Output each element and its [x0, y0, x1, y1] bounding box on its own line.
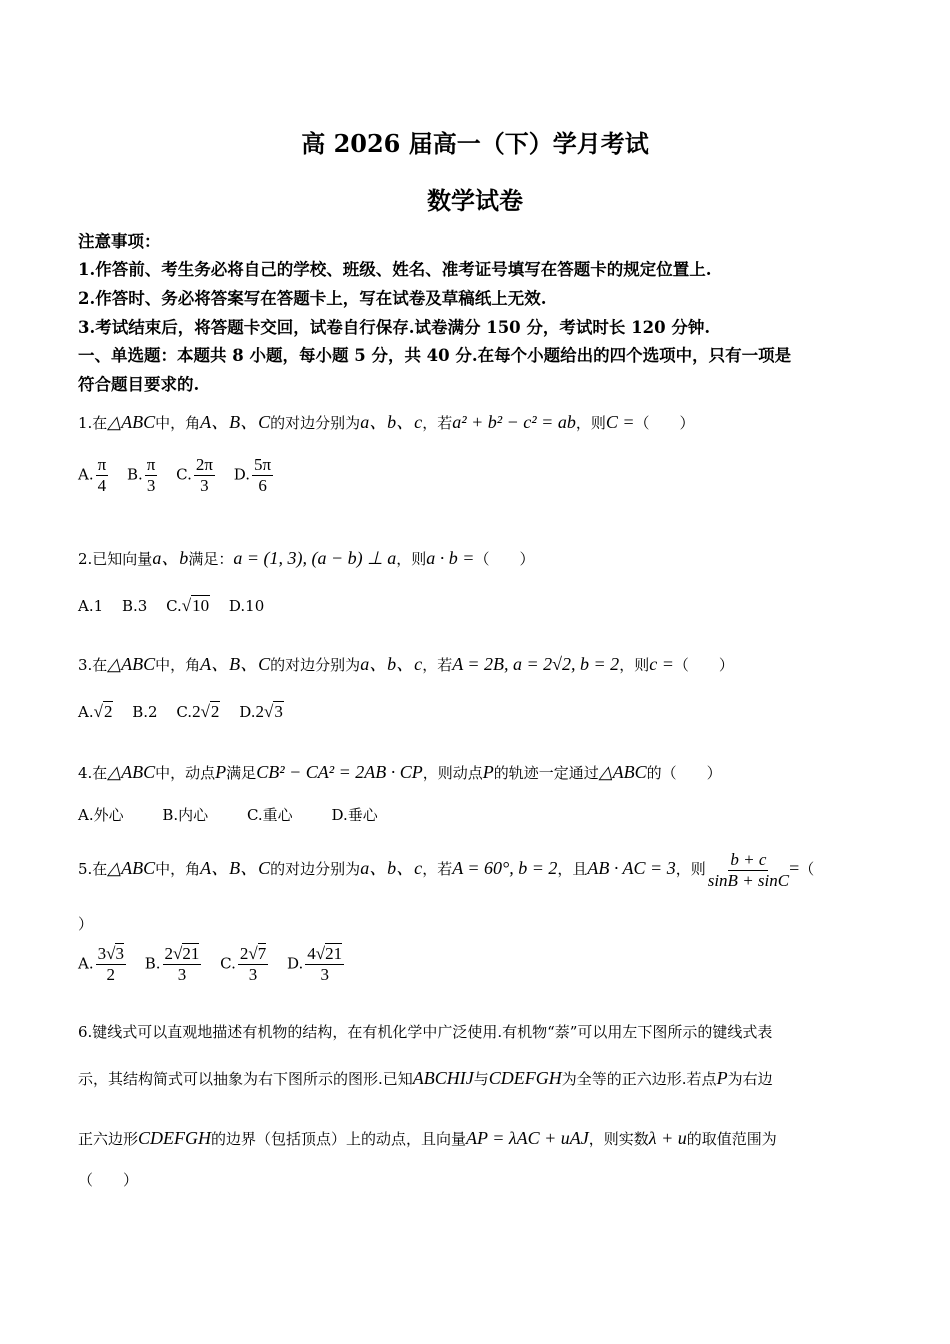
question-6-paren: （ ）: [78, 1171, 139, 1189]
q3-option-c[interactable]: C.2√2: [176, 702, 220, 721]
exam-title: 高 2026 届高一（下）学月考试: [301, 129, 649, 158]
q3-option-d[interactable]: D.2√3: [239, 702, 283, 721]
question-4: 4.在△ABC中，动点P满足CB² − CA² = 2AB · CP，则动点P的轨迹一定通过△ABC的（ ）: [78, 762, 722, 782]
exam-subtitle: 数学试卷: [427, 186, 523, 215]
question-6-line-3: 正六边形CDEFGH的边界（包括顶点）上的动点，且向量AP = λAC + uAJ，则实数λ + u的取值范围为: [78, 1128, 777, 1148]
notice-heading: 注意事项：: [78, 232, 161, 251]
q4-option-a[interactable]: A.外心: [78, 806, 124, 824]
question-1: 1.在△ABC中，角A、B、C的对边分别为a、b、c，若a² + b² − c² = ab，则C =（ ）: [78, 412, 695, 432]
q2-condition: a = (1, 3), (a − b) ⊥ a: [233, 548, 397, 568]
q5-option-c[interactable]: C. $\frac{2√7}{3}$: [220, 944, 267, 984]
notice-item-3: 3.考试结束后，将答题卡交回，试卷自行保存.试卷满分 150 分，考试时长 120 分钟.: [78, 318, 711, 337]
q1-option-d[interactable]: D. $\frac{5\pi}{6}$: [233, 455, 272, 495]
q1-condition: a² + b² − c² = ab: [452, 412, 576, 432]
question-5: 5.在△ABC中，角A、B、C的对边分别为a、b、c，若A = 60°, b = 2，且AB · AC = 3，则 $\frac{b + c}{\sin B + \sin C}$ =（: [78, 849, 815, 890]
q3-option-a[interactable]: A.√2: [78, 702, 113, 721]
q5-option-a[interactable]: A. $\frac{3√3}{2}$: [78, 944, 124, 984]
q1-option-b[interactable]: B. $\frac{\pi}{3}$: [126, 455, 156, 495]
question-2-options: [78, 596, 278, 616]
question-5-options: [78, 944, 358, 985]
section-heading: [78, 341, 868, 399]
question-4-options: [78, 804, 392, 825]
q2-option-d[interactable]: D.10: [228, 597, 265, 615]
triangle-abc: △ABC: [107, 412, 156, 432]
q3-condition: A = 2B, a = 2√2, b = 2: [452, 654, 620, 674]
q4-option-d[interactable]: D.垂心: [331, 806, 378, 824]
q1-option-a[interactable]: A. $\frac{\pi}{4}$: [78, 455, 107, 495]
question-6-line-2: 示，其结构简式可以抽象为右下图所示的图形.已知ABCHIJ与CDEFGH为全等的正六边形.若点P为右边: [78, 1068, 773, 1088]
q5-condition: A = 60°, b = 2: [452, 858, 558, 878]
q2-option-c[interactable]: C.√10: [166, 596, 210, 615]
q4-condition: CB² − CA² = 2AB · CP: [256, 762, 423, 782]
notice-item-1: 1.作答前、考生务必将自己的学校、班级、姓名、准考证号填写在答题卡的规定位置上.: [78, 260, 712, 279]
question-6-line-1: 6.键线式可以直观地描述有机物的结构，在有机化学中广泛使用.有机物“萘”可以用左下图所示的键线式表: [78, 1023, 773, 1041]
section-heading-line-2: 符合题目要求的.: [78, 375, 200, 394]
q6-vector-condition: AP = λAC + uAJ: [466, 1128, 589, 1148]
q5-fraction: $\frac{b + c}{\sin B + \sin C}$: [707, 849, 790, 890]
q5-option-d[interactable]: D. $\frac{4√21}{3}$: [287, 944, 343, 984]
question-2: 2.已知向量a、b满足：a = (1, 3), (a − b) ⊥ a，则a · b =（ ）: [78, 548, 535, 568]
q3-option-b[interactable]: B.2: [132, 703, 158, 721]
question-1-options: [78, 455, 287, 496]
q4-option-b[interactable]: B.内心: [162, 806, 209, 824]
question-3-options: [78, 702, 298, 722]
q1-option-c[interactable]: C. $\frac{2\pi}{3}$: [176, 455, 213, 495]
q5-option-b[interactable]: B. $\frac{2√21}{3}$: [144, 944, 200, 984]
question-5-close: ）: [78, 915, 94, 933]
q4-option-c[interactable]: C.重心: [246, 806, 293, 824]
q2-option-b[interactable]: B.3: [121, 597, 148, 615]
section-heading-line-1: 一、单选题：本题共 8 小题，每小题 5 分，共 40 分.在每个小题给出的四个选项中，只有一项是: [78, 346, 792, 365]
notice-item-2: 2.作答时、务必将答案写在答题卡上，写在试卷及草稿纸上无效.: [78, 289, 547, 308]
question-3: 3.在△ABC中，角A、B、C的对边分别为a、b、c，若A = 2B, a = 2√2, b = 2，则c =（ ）: [78, 654, 734, 674]
q2-option-a[interactable]: A.1: [78, 597, 104, 615]
